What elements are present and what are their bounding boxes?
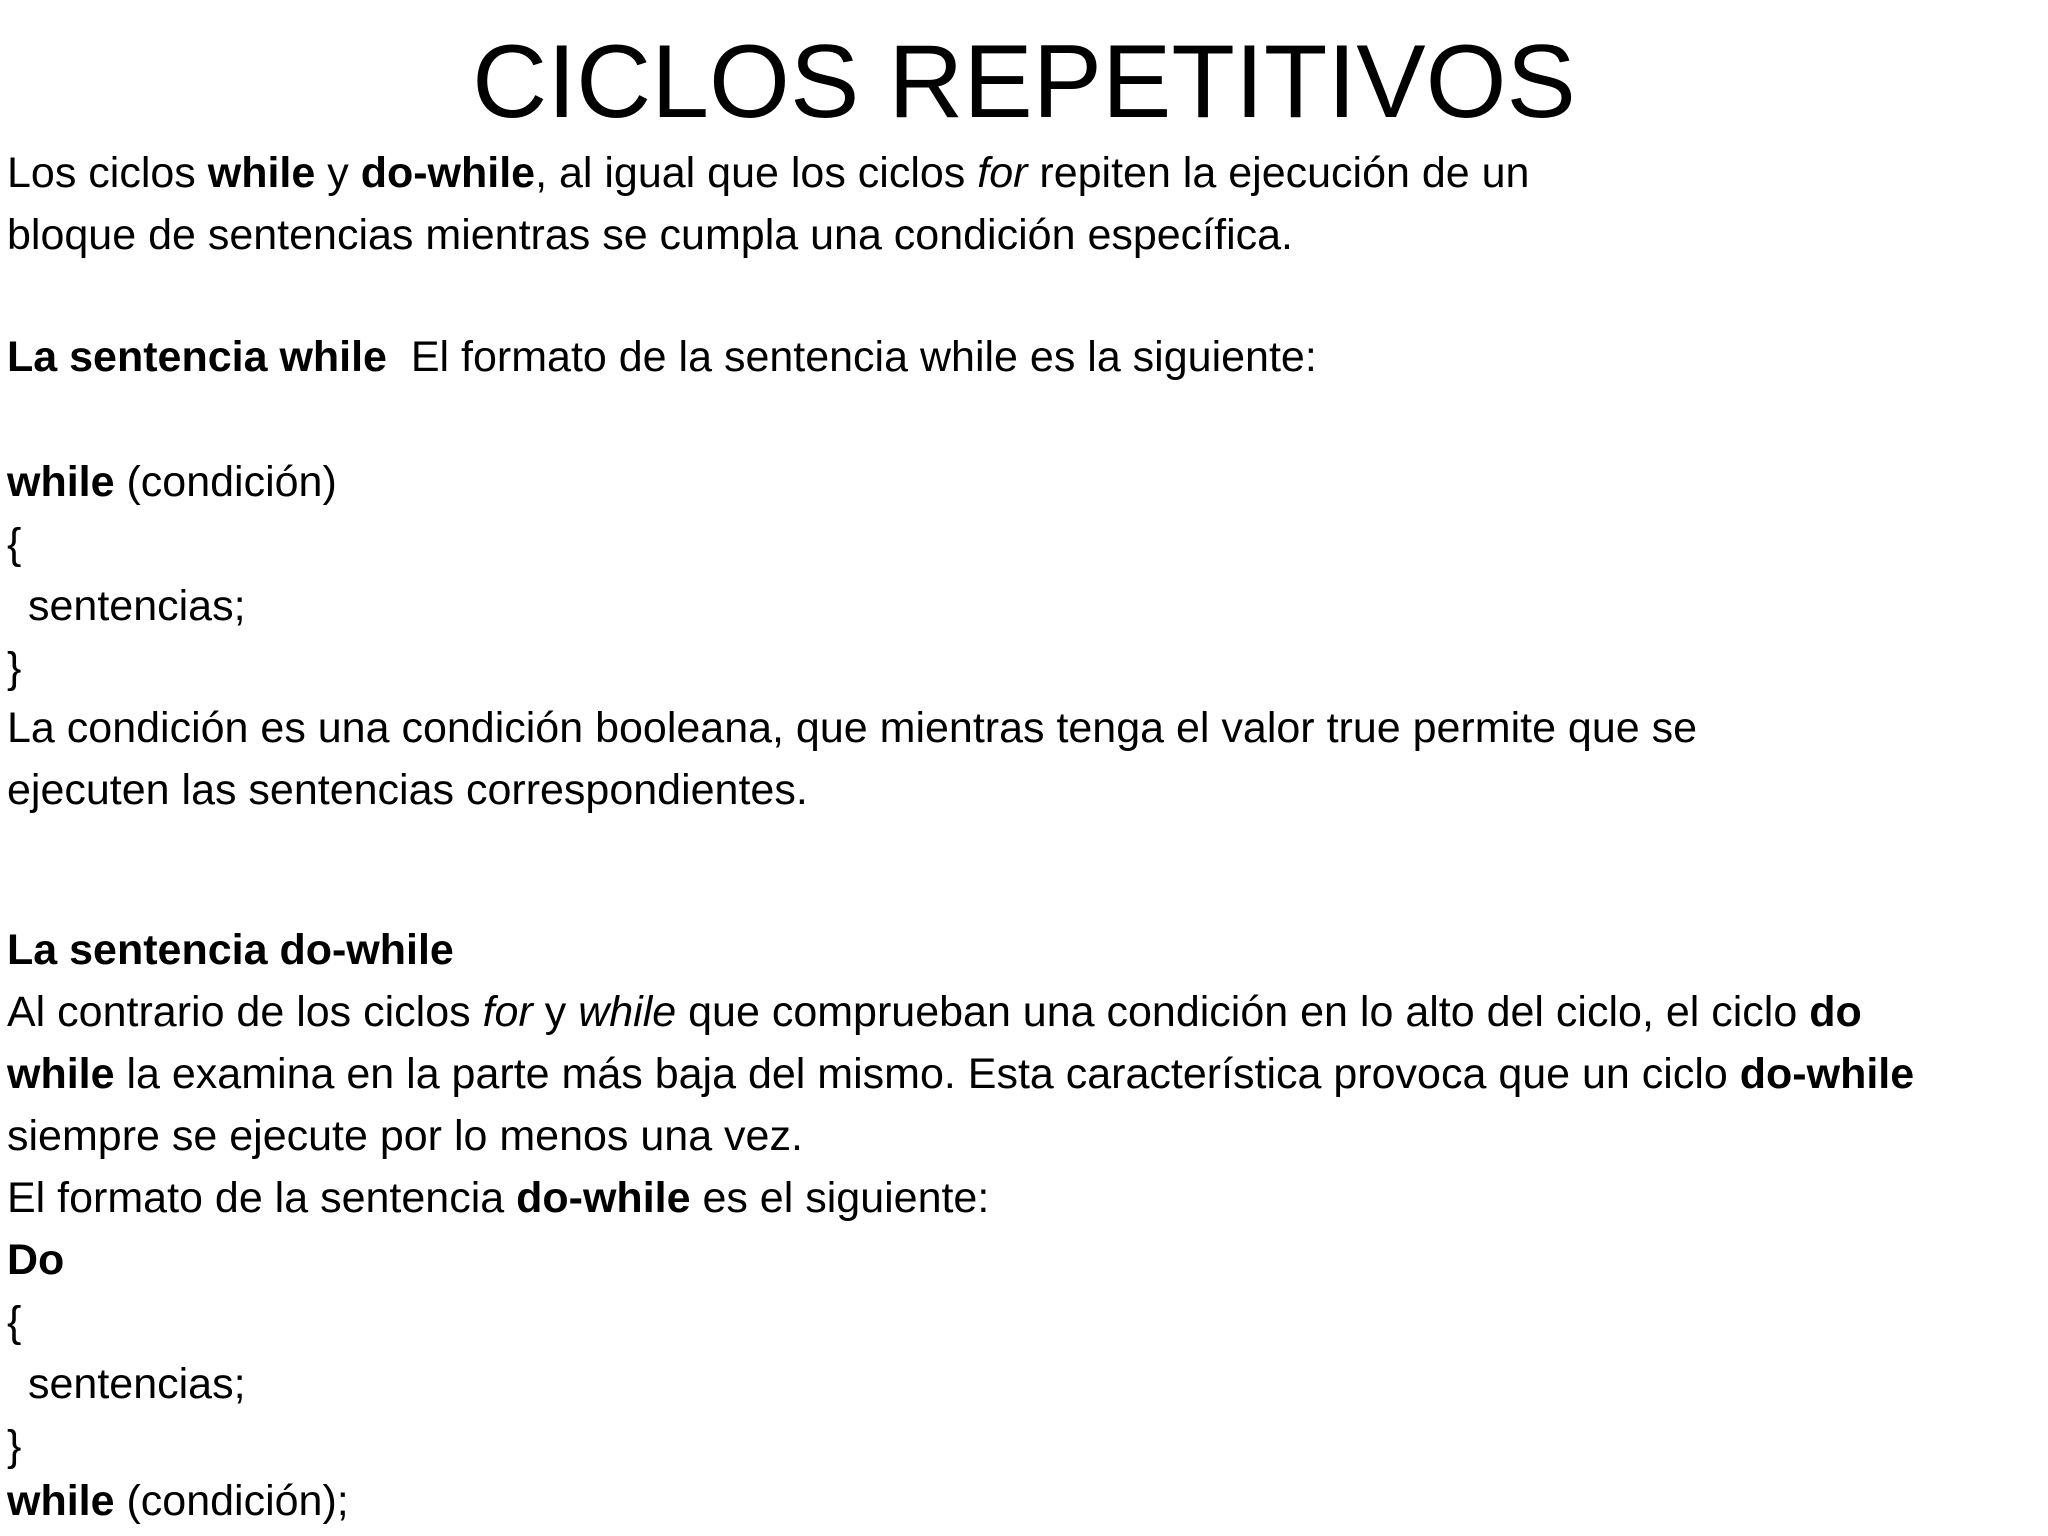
while-section-heading [7, 326, 1317, 388]
while-description-line-2: ejecuten las sentencias correspondientes. [7, 766, 808, 814]
dowhile-paragraph-line-3: siempre se ejecute por lo menos una vez. [7, 1112, 803, 1160]
keyword-while: while [207, 149, 316, 197]
while-code-header [7, 451, 337, 513]
keyword-do-while: do-while [1739, 1050, 1915, 1098]
paragraph-text: y [532, 988, 579, 1036]
keyword-do: do [1809, 988, 1862, 1036]
dowhile-code-while [7, 1470, 349, 1532]
dowhile-section-heading [7, 919, 454, 981]
code-keyword-while: while [7, 458, 115, 506]
paragraph-text: que comprueban una condición en lo alto del ciclo, el ciclo [676, 988, 1810, 1036]
while-heading-bold: La sentencia while [7, 333, 387, 381]
keyword-do-while: do-while [516, 1174, 691, 1222]
page-title: CICLOS REPETITIVOS [472, 24, 1576, 140]
dowhile-code-do [7, 1229, 64, 1291]
keyword-for: for [977, 149, 1028, 197]
while-description-line-1: La condición es una condición booleana, que mientras tenga el valor true permite que se [7, 704, 1698, 752]
keyword-while: while [7, 1050, 115, 1098]
dowhile-heading-bold: La sentencia do-while [7, 926, 454, 974]
dowhile-code-body: sentencias; [28, 1360, 246, 1408]
intro-text: Los ciclos [7, 149, 208, 197]
paragraph-text: Al contrario de los ciclos [7, 988, 483, 1036]
paragraph-text: la examina en la parte más baja del mismo. Esta característica provoca que un ciclo [114, 1050, 1740, 1098]
code-keyword-while: while [7, 1477, 115, 1525]
dowhile-format-line [7, 1167, 989, 1229]
keyword-for: for [482, 988, 533, 1036]
dowhile-paragraph-line-2 [7, 1043, 1914, 1105]
code-condition: (condición); [114, 1477, 349, 1525]
while-heading-text: El formato de la sentencia while es la siguiente: [386, 333, 1317, 381]
keyword-do-while: do-while [360, 149, 536, 197]
intro-text: , al igual que los ciclos [535, 149, 978, 197]
while-code-open-brace: { [7, 520, 22, 568]
intro-line-1 [7, 142, 1529, 204]
intro-text: y [315, 149, 361, 197]
dowhile-code-open-brace: { [7, 1298, 22, 1346]
dowhile-code-close-brace: } [7, 1422, 22, 1470]
keyword-while: while [578, 988, 677, 1036]
while-code-body: sentencias; [28, 582, 246, 630]
code-condition: (condición) [114, 458, 337, 506]
while-code-close-brace: } [7, 644, 22, 692]
code-keyword-do: Do [7, 1236, 65, 1284]
paragraph-text: es el siguiente: [690, 1174, 990, 1222]
paragraph-text: El formato de la sentencia [7, 1174, 517, 1222]
dowhile-paragraph-line-1 [7, 981, 1862, 1043]
intro-line-2: bloque de sentencias mientras se cumpla una condición específica. [7, 211, 1293, 259]
intro-text: repiten la ejecución de un [1027, 149, 1530, 197]
